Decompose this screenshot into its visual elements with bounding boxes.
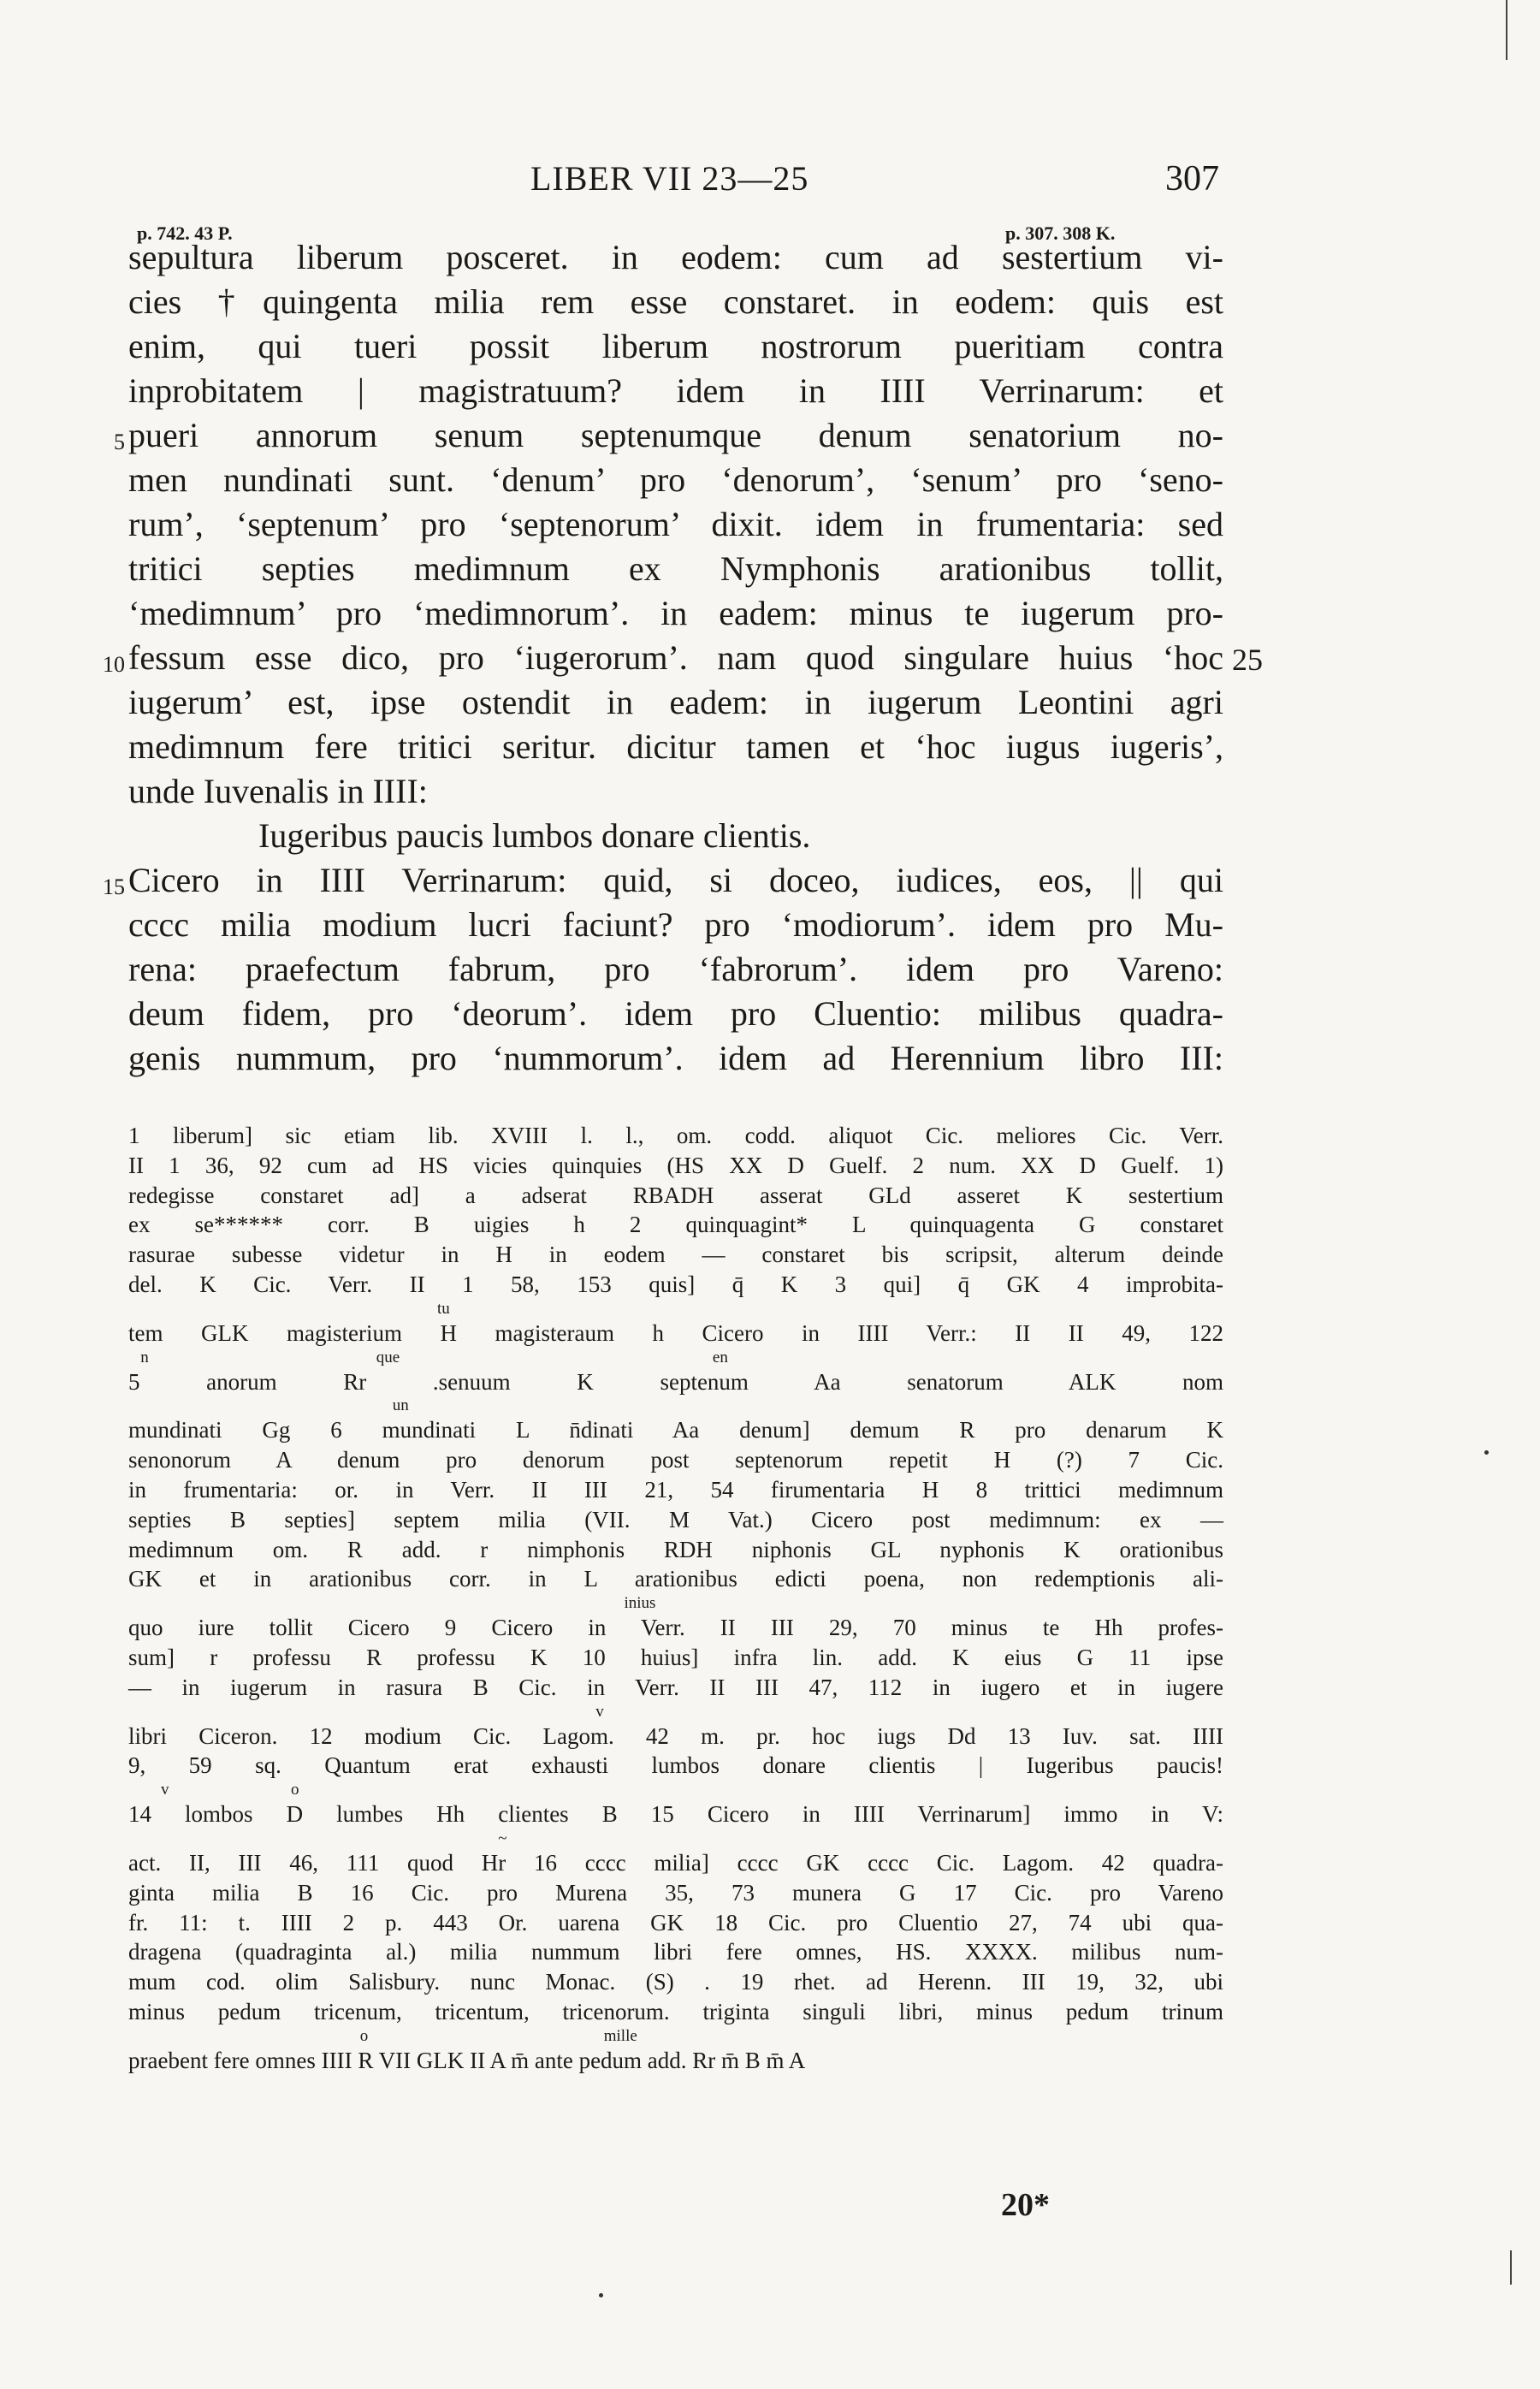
apparatus-superscript-line [128,1300,1223,1319]
line-text: Iugeribus paucis lumbos donare clientis. [258,816,811,855]
scan-speck [1484,1450,1489,1455]
text-line [128,725,1223,769]
apparatus-line [128,1445,1223,1475]
apparatus-line [128,2046,1223,2076]
line-text: cies †quingenta milia rem esse constaret. in eodem: quis est [128,282,1223,321]
text-line [128,680,1223,725]
apparatus-superscript-line [128,1829,1223,1848]
line-text: inprobitatem | magistratuum? idem in IIII Verrinarum: et [128,371,1223,410]
apparatus-line [128,1967,1223,1997]
apparatus-line [128,1270,1223,1300]
line-text: tritici septies medimnum ex Nymphonis arationibus tollit, [128,549,1223,588]
apparatus-text: ~ [128,1829,507,1847]
text-line [128,547,1223,591]
text-line [128,1036,1223,1081]
apparatus-text: in frumentaria: or. in Verr. II III 21, 54 firumentaria H 8 trittici medimnum [128,1476,1223,1503]
apparatus-text: libri Ciceron. 12 modium Cic. Lagom. 42 m. pr. hoc iugs Dd 13 Iuv. sat. IIII [128,1722,1223,1749]
apparatus-line [128,1908,1223,1938]
text-line [128,992,1223,1036]
apparatus-line [128,1848,1223,1878]
apparatus-text: septies B septies] septem milia (VII. M Vat.) Cicero post medimnum: ex — [128,1506,1223,1532]
line-text: enim, qui tueri possit liberum nostrorum pueritiam contra [128,327,1223,365]
apparatus-text: dragena (quadraginta al.) milia nummum libri fere omnes, HS. XXXX. milibus num- [128,1939,1223,1965]
text-line [128,903,1223,947]
signature-mark: 20* [1001,2187,1050,2223]
apparatus-text: medimnum om. R add. r nimphonis RDH niphonis GL nyphonis K orationibus [128,1536,1223,1562]
apparatus-line [128,1799,1223,1829]
apparatus-line [128,1240,1223,1270]
text-line [128,769,1223,814]
main-text [103,235,1263,1081]
apparatus-text: 9, 59 sq. Quantum erat exhausti lumbos donare clientis | Iugeribus paucis! [128,1752,1223,1779]
text-line [128,591,1223,636]
apparatus-text: redegisse constaret ad] a adserat RBADH asserat GLd asseret K sestertium [128,1182,1223,1208]
text-line [128,458,1223,502]
text-line [103,636,1263,680]
apparatus-line [128,1415,1223,1445]
line-text: rum’, ‘septenum’ pro ‘septenorum’ dixit. idem in frumentaria: sed [128,505,1223,543]
apparatus-line [128,1319,1223,1349]
apparatus-text: del. K Cic. Verr. II 1 58, 153 quis] q̄ K 3 qui] q̄ GK 4 improbita- [128,1271,1223,1297]
apparatus-text: 14 lombos D lumbes Hh clientes B 15 Cicero in IIII Verrinarum] immo in V: [128,1801,1223,1828]
text-line [128,814,1223,858]
apparatus-text: n que en [128,1348,728,1366]
line-text: cccc milia modium lucri faciunt? pro ‘modiorum’. idem pro Mu- [128,905,1223,944]
apparatus-text: tu [128,1299,450,1318]
apparatus-text: II 1 36, 92 cum ad HS vicies quinquies (HS XX D Guelf. 2 num. XX D Guelf. 1) [128,1152,1223,1178]
apparatus-text: inius [128,1594,656,1613]
apparatus-text: mum cod. olim Salisbury. nunc Monac. (S) . 19 rhet. ad Herenn. III 19, 32, ubi [128,1969,1223,1995]
apparatus-line [128,1564,1223,1594]
apparatus-text: v [128,1702,604,1721]
line-number: 15 [103,874,125,899]
apparatus-superscript-line [128,1349,1223,1367]
line-number: 5 [114,430,125,454]
apparatus-text: sum] r professu R professu K 10 huius] infra lin. add. K eius G 11 ipse [128,1644,1223,1670]
apparatus-text: senonorum A denum pro denorum post septenorum repetit H (?) 7 Cic. [128,1447,1223,1473]
apparatus-line [128,1505,1223,1535]
reference-right: p. 307. 308 K. [1005,222,1116,244]
line-text: medimnum fere tritici seritur. dicitur tamen et ‘hoc iugus iugeris’, [128,727,1223,766]
text-line [128,369,1223,413]
apparatus-line [128,1367,1223,1397]
apparatus-superscript-line [128,1703,1223,1722]
apparatus-text: act. II, III 46, 111 quod Hr 16 cccc milia] cccc GK cccc Cic. Lagom. 42 quadra- [128,1849,1223,1876]
apparatus-line [128,1937,1223,1967]
text-line [128,235,1223,280]
apparatus-line [128,1613,1223,1643]
text-line [128,280,1223,324]
apparatus-text: ex se****** corr. B uigies h 2 quinquagint* L quinquagenta G constaret [128,1212,1223,1238]
apparatus-text: praebent fere omnes IIII R VII GLK II A m̄ ante pedum add. Rr m̄ B m̄ A [128,2047,806,2073]
text-line [114,413,1223,458]
line-text: ‘medimnum’ pro ‘medimnorum’. in eadem: minus te iugerum pro- [128,594,1223,632]
margin-line-number: 25 [1232,643,1263,677]
apparatus-line [128,1751,1223,1781]
line-text: Cicero in IIII Verrinarum: quid, si doceo, iudices, eos, || qui [128,861,1223,899]
apparatus-line [128,1210,1223,1240]
text-line [103,858,1223,903]
apparatus-superscript-line [128,2027,1223,2046]
text-line [128,502,1223,547]
apparatus-superscript-line [128,1594,1223,1613]
apparatus-superscript-line [128,1396,1223,1415]
page-number: 307 [1165,159,1219,199]
apparatus-text: quo iure tollit Cicero 9 Cicero in Verr. II III 29, 70 minus te Hh profes- [128,1615,1223,1641]
apparatus-line [128,1121,1223,1151]
apparatus-line [128,1722,1223,1752]
scan-edge-mark [1506,0,1507,60]
apparatus-text: — in iugerum in rasura B Cic. in Verr. II III 47, 112 in iugero et in iugere [128,1674,1223,1700]
line-text: genis nummum, pro ‘nummorum’. idem ad Herennium libro III: [128,1039,1223,1077]
line-text: fessum esse dico, pro ‘iugerorum’. nam quod singulare huius ‘hoc [128,638,1223,677]
apparatus-text: rasurae subesse videtur in H in eodem — constaret bis scripsit, alterum deinde [128,1242,1223,1268]
apparatus-text: mundinati Gg 6 mundinati L n̄dinati Aa denum] demum R pro denarum K [128,1417,1223,1443]
apparatus-line [128,1643,1223,1673]
apparatus-line [128,1475,1223,1505]
apparatus-line [128,1673,1223,1703]
running-title: LIBER VII 23—25 [530,159,809,198]
apparatus-superscript-line [128,1781,1223,1799]
apparatus-text: v o [128,1781,299,1799]
apparatus-line [128,1878,1223,1908]
line-text: unde Iuvenalis in IIII: [128,772,428,810]
critical-apparatus [128,1121,1223,2076]
apparatus-text: un [128,1396,409,1415]
line-number: 10 [103,652,125,677]
reference-left: p. 742. 43 P. [137,222,233,244]
text-line [128,324,1223,369]
line-text: pueri annorum senum septenumque denum senatorium no- [128,416,1223,454]
apparatus-text: fr. 11: t. IIII 2 p. 443 Or. uarena GK 18 Cic. pro Cluentio 27, 74 ubi qua- [128,1909,1223,1936]
line-text: rena: praefectum fabrum, pro ‘fabrorum’. idem pro Vareno: [128,950,1223,988]
apparatus-line [128,1535,1223,1565]
apparatus-text: tem GLK magisterium H magisteraum h Cicero in IIII Verr.: II II 49, 122 [128,1319,1223,1346]
scan-edge-mark [1510,2250,1512,2285]
apparatus-line [128,1997,1223,2027]
text-line [128,947,1223,992]
apparatus-text: GK et in arationibus corr. in L arationibus edicti poena, non redemptionis ali- [128,1566,1223,1592]
apparatus-text: 5 anorum Rr .senuum K septenum Aa senatorum ALK nom [128,1368,1223,1395]
apparatus-text: o mille [128,2026,637,2045]
apparatus-line [128,1151,1223,1181]
line-text: deum fidem, pro ‘deorum’. idem pro Cluentio: milibus quadra- [128,994,1223,1033]
scan-speck [599,2293,603,2297]
apparatus-text: 1 liberum] sic etiam lib. XVIII l. l., om. codd. aliquot Cic. meliores Cic. Verr. [128,1123,1223,1148]
apparatus-text: minus pedum tricenum, tricentum, tricenorum. triginta singuli libri, minus pedum trinum [128,1998,1223,2024]
line-text: iugerum’ est, ipse ostendit in eadem: in iugerum Leontini agri [128,683,1223,721]
line-text: sepultura liberum posceret. in eodem: cum ad sestertium vi- [128,238,1223,276]
line-text: men nundinati sunt. ‘denum’ pro ‘denorum’, ‘senum’ pro ‘seno- [128,460,1223,499]
apparatus-text: ginta milia B 16 Cic. pro Murena 35, 73 munera G 17 Cic. pro Vareno [128,1879,1223,1906]
running-header [0,158,1540,210]
apparatus-line [128,1181,1223,1211]
